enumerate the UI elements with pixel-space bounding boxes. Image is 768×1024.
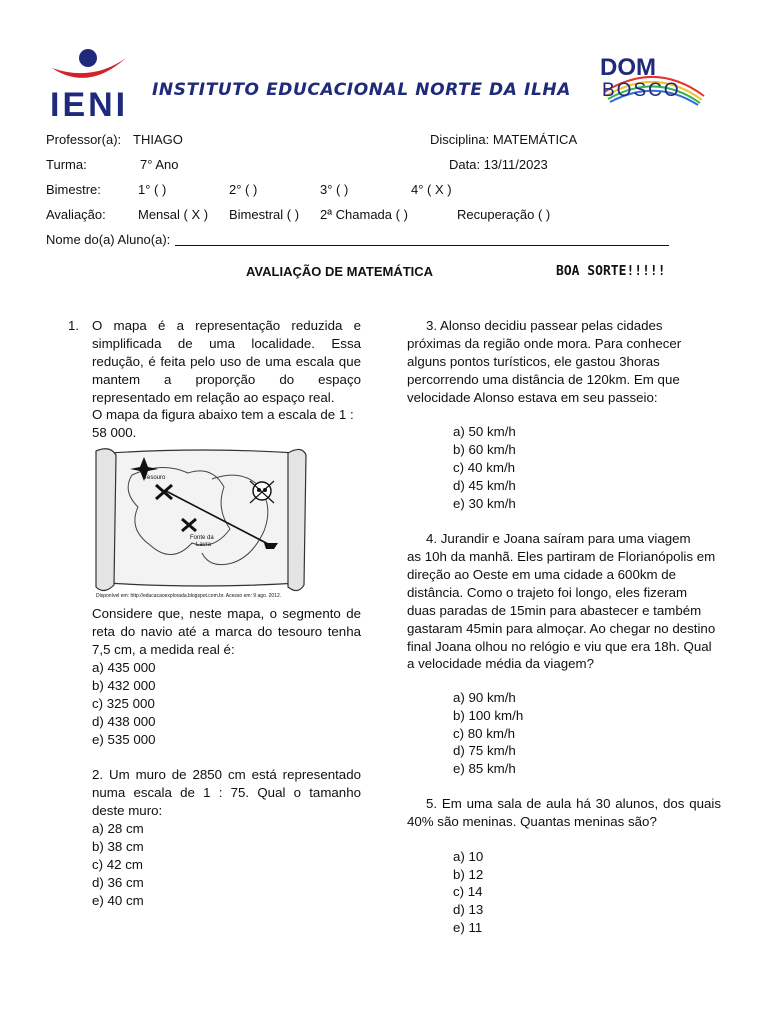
question-2-option-c[interactable]: c) 42 cm (92, 857, 143, 872)
question-2-option-d[interactable]: d) 36 cm (92, 875, 144, 890)
question-3-option-c[interactable]: c) 40 km/h (453, 460, 516, 475)
dom-logo-text: DOM (600, 54, 656, 81)
student-name-field[interactable] (175, 233, 669, 246)
avaliacao-option-chamada: 2ª Chamada ( ) (320, 207, 408, 222)
question-5-option-e[interactable]: e) 11 (453, 920, 483, 935)
avaliacao-option-bimestral: Bimestral ( ) (229, 207, 300, 222)
question-1-option-a[interactable]: a) 435 000 (92, 660, 156, 675)
question-1-scale: O mapa da figura abaixo tem a escala de 1 : 58 000. (92, 407, 354, 440)
question-5-option-a[interactable]: a) 10 (453, 849, 484, 864)
bimestre-option-2: 2° ( ) (229, 182, 258, 197)
question-4-option-c[interactable]: c) 80 km/h (453, 726, 516, 741)
question-5-option-b[interactable]: b) 12 (453, 867, 484, 882)
question-4-text: as 10h da manhã. Eles partiram de Florianópolis em direção ao Oeste em uma cidade a 600km de distância. Como o trajeto foi longo, eles fizeram duas paradas de 15min para abastecer e também gastaram 45min para almoçar. Ao chegar no destino final Joana olhou no relógio e viu que era 18h. Qual a velocidade média da viagem? (407, 549, 716, 672)
question-3-first-line: 3. Alonso decidiu passear pelas cidades (426, 318, 663, 333)
question-1-option-c[interactable]: c) 325 000 (92, 696, 155, 711)
exam-date: Data: 13/11/2023 (449, 157, 548, 172)
question-1-intro: O mapa é a representação reduzida e simplificada de uma localidade. Essa redução, é feita pelo uso de uma escala que mantem a proporção do espaço representado em relação ao espaço real. (92, 318, 361, 405)
question-1-option-b[interactable]: b) 432 000 (92, 678, 156, 693)
question-5-text: 5. Em uma sala de aula há 30 alunos, dos quais 40% são meninas. Quantas meninas são? (407, 796, 721, 829)
question-1-option-d[interactable]: d) 438 000 (92, 714, 156, 729)
avaliacao-option-recuperacao: Recuperação ( ) (457, 207, 551, 222)
question-3-option-b[interactable]: b) 60 km/h (453, 442, 516, 457)
question-3-option-d[interactable]: d) 45 km/h (453, 478, 516, 493)
question-4-first-line: 4. Jurandir e Joana saíram para uma viagem (426, 531, 691, 546)
bimestre-option-3: 3° ( ) (320, 182, 349, 197)
question-3-text: próximas da região onde mora. Para conhecer alguns pontos turísticos, ele gastou 3horas percorrendo uma distância de 120km. Em que velocidade Alonso estava em seu passeio: (407, 336, 682, 405)
question-4-option-a[interactable]: a) 90 km/h (453, 690, 516, 705)
question-5-option-c[interactable]: c) 14 (453, 884, 483, 899)
ieni-logo (46, 46, 130, 122)
map-label-tesouro: Tesouro (144, 475, 166, 481)
disciplina: Disciplina: MATEMÁTICA (430, 132, 578, 147)
professor-value: THIAGO (133, 132, 183, 147)
bosco-logo-text: BOSCO (602, 80, 681, 101)
turma-value: 7° Ano (140, 157, 179, 172)
turma-label: Turma: (46, 157, 87, 172)
question-5-option-d[interactable]: d) 13 (453, 902, 484, 917)
question-4-option-e[interactable]: e) 85 km/h (453, 761, 516, 776)
map-label-fonte-2: Lavra (196, 542, 212, 548)
exam-title: AVALIAÇÃO DE MATEMÁTICA (246, 264, 434, 279)
question-3-option-e[interactable]: e) 30 km/h (453, 496, 516, 511)
question-1-prompt: Considere que, neste mapa, o segmento de reta do navio até a marca do tesouro tenha 7,5 cm, a medida real é: (92, 606, 361, 657)
school-name: INSTITUTO EDUCACIONAL NORTE DA ILHA (152, 80, 571, 100)
avaliacao-label: Avaliação: (46, 207, 106, 222)
question-2-text: 2. Um muro de 2850 cm está representado numa escala de 1 : 75. Qual o tamanho deste muro: (92, 767, 361, 818)
bimestre-option-4: 4° ( X ) (411, 182, 452, 197)
question-1-number: 1. (68, 318, 80, 333)
ieni-logo-text: IENI (50, 86, 129, 124)
bimestre-option-1: 1° ( ) (138, 182, 167, 197)
map-credit: Disponível em: http://educacaoexplorada.blogspot.com.br. Acesso em: 9 ago. 2012. (96, 593, 282, 599)
question-4-option-d[interactable]: d) 75 km/h (453, 743, 516, 758)
question-3-option-a[interactable]: a) 50 km/h (453, 424, 516, 439)
question-2-option-b[interactable]: b) 38 cm (92, 839, 144, 854)
good-luck: BOA SORTE!!!!! (556, 264, 666, 279)
bimestre-label: Bimestre: (46, 182, 101, 197)
treasure-map-figure (92, 445, 310, 603)
question-2-option-e[interactable]: e) 40 cm (92, 893, 144, 908)
dom-bosco-logo (596, 52, 708, 106)
professor-label: Professor(a): (46, 132, 122, 147)
map-label-fonte-1: Fonte da (190, 535, 214, 541)
question-1-option-e[interactable]: e) 535 000 (92, 732, 156, 747)
question-4-option-b[interactable]: b) 100 km/h (453, 708, 524, 723)
avaliacao-option-mensal: Mensal ( X ) (138, 207, 209, 222)
question-2-option-a[interactable]: a) 28 cm (92, 821, 144, 836)
student-name-label: Nome do(a) Aluno(a): (46, 232, 171, 247)
